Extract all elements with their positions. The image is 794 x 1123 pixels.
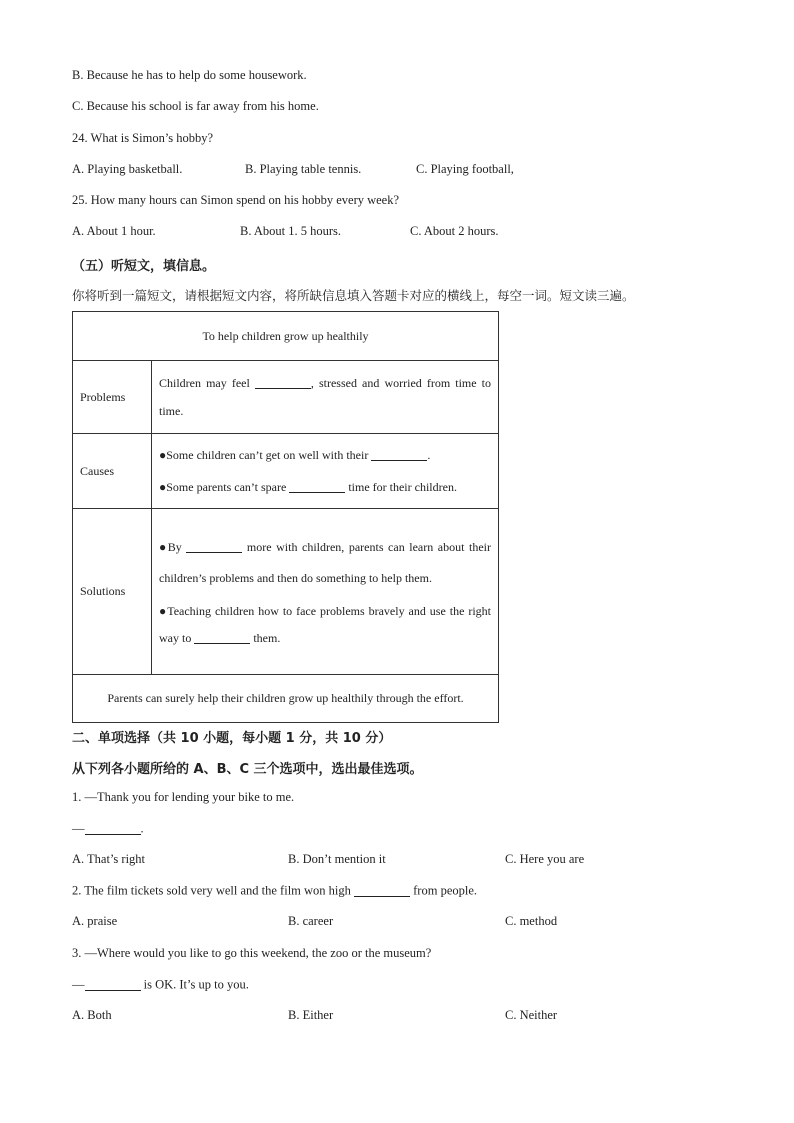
q2-option-a: A. praise (72, 914, 118, 928)
dash-symbol: — (72, 821, 85, 836)
table-footer: Parents can surely help their children grow up healthily through the effort. (73, 675, 499, 723)
causes-cell (152, 434, 499, 509)
row-label-solutions: Solutions (73, 509, 152, 675)
q23-option-b: B. Because he has to help do some housework. (72, 68, 307, 82)
row-label-problems: Problems (73, 361, 152, 434)
q24-option-c: C. Playing football, (416, 162, 514, 176)
info-table (72, 311, 499, 723)
answer-blank (371, 448, 427, 461)
q1-question: 1. —Thank you for lending your bike to me. (72, 790, 295, 804)
q24-question: 24. What is Simon’s hobby? (72, 131, 214, 145)
row-label-causes: Causes (73, 434, 152, 509)
q25-question: 25. How many hours can Simon spend on his hobby every week? (72, 193, 400, 207)
q3-question: 3. —Where would you like to go this weekend, the zoo or the museum? (72, 946, 432, 960)
answer-blank (354, 883, 410, 897)
causes-item1-post: . (427, 448, 431, 462)
problems-text-post: , stressed and worried from time to time. (159, 376, 492, 418)
q1-option-b: B. Don’t mention it (288, 852, 386, 866)
bullet-icon: ● (159, 539, 168, 554)
answer-blank (289, 480, 345, 493)
answer-blank (186, 540, 242, 553)
q24-option-a: A. Playing basketball. (72, 162, 183, 176)
q25-option-b: B. About 1. 5 hours. (240, 224, 342, 238)
q23-option-c: C. Because his school is far away from his home. (72, 99, 319, 113)
table-title: To help children grow up healthily (73, 312, 499, 361)
q2-text-pre: 2. The film tickets sold very well and the film won high (72, 883, 355, 898)
dash-symbol: — (72, 977, 85, 992)
causes-item1-pre: Some children can’t get on well with their (166, 448, 372, 462)
bullet-icon: ● (159, 480, 167, 494)
q3-answer-text: is OK. It’s up to you. (140, 977, 249, 992)
section5-instruction: 你将听到一篇短文，请根据短文内容，将所缺信息填入答题卡对应的横线上，每空一词。短文读三遍。 (72, 288, 635, 303)
answer-blank (85, 977, 141, 991)
answer-blank (255, 376, 311, 389)
solutions-item2-pre: Teaching children how to face problems bravely and use the right way to (159, 603, 492, 645)
problems-text-pre: Children may feel (159, 376, 255, 390)
q1-option-c: C. Here you are (505, 852, 585, 866)
q3-answer-line (72, 977, 249, 993)
q25-option-c: C. About 2 hours. (410, 224, 499, 238)
q2-option-b: B. career (288, 914, 334, 928)
answer-blank (85, 821, 141, 835)
q2-question (72, 883, 477, 899)
q3-option-c: C. Neither (505, 1008, 558, 1022)
q24-option-b: B. Playing table tennis. (245, 162, 362, 176)
answer-blank (194, 631, 250, 644)
causes-item2-post: time for their children. (345, 480, 457, 494)
problems-cell (152, 361, 499, 434)
solutions-item1-post: more with children, parents can learn about their children’s problems and then do something to help them. (159, 539, 491, 585)
bullet-icon: ● (159, 448, 167, 462)
q3-option-a: A. Both (72, 1008, 112, 1022)
q1-option-a: A. That’s right (72, 852, 146, 866)
q2-option-c: C. method (505, 914, 558, 928)
solutions-item1-pre: By (167, 539, 187, 554)
q2-text-post: from people. (410, 883, 478, 898)
solutions-cell (152, 509, 499, 675)
q3-option-b: B. Either (288, 1008, 334, 1022)
q1-answer-line (72, 821, 144, 837)
q1-answer-period: . (140, 821, 144, 836)
solutions-item2-post: them. (250, 630, 281, 645)
q25-option-a: A. About 1 hour. (72, 224, 156, 238)
section2-heading: 二、单项选择（共 10 小题，每小题 1 分，共 10 分） (72, 731, 392, 746)
section5-heading: （五）听短文，填信息。 (72, 259, 216, 274)
bullet-icon: ● (159, 603, 168, 618)
causes-item2-pre: Some parents can’t spare (166, 480, 290, 494)
section2-instruction: 从下列各小题所给的 A、B、C 三个选项中，选出最佳选项。 (72, 762, 423, 777)
